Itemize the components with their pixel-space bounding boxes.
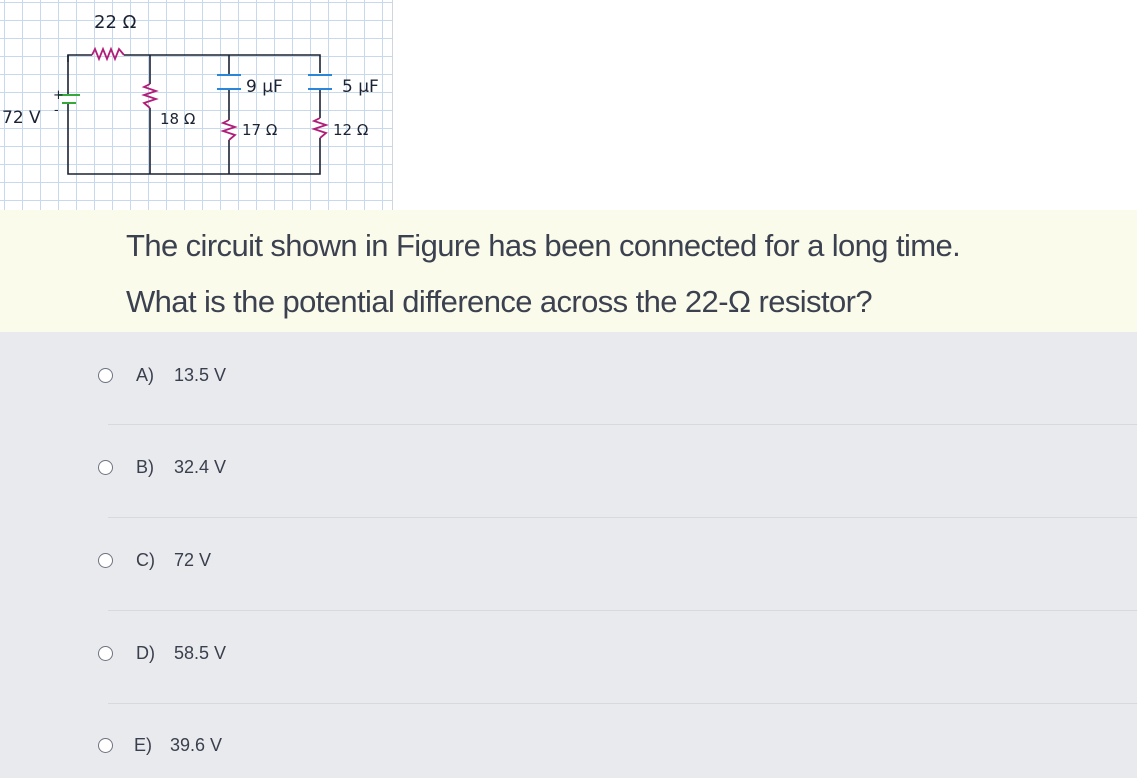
option-b[interactable] bbox=[98, 447, 1137, 487]
option-a[interactable] bbox=[98, 355, 1137, 395]
circuit-figure bbox=[0, 0, 393, 212]
option-value: 72 V bbox=[174, 549, 212, 570]
option-letter: C) bbox=[136, 549, 155, 570]
option-letter: E) bbox=[134, 734, 152, 755]
circuit-diagram bbox=[0, 0, 392, 212]
label-9-uf: 9 μF bbox=[246, 77, 283, 97]
label-18-ohm: 18 Ω bbox=[160, 110, 196, 128]
resistor-18-symbol bbox=[144, 84, 156, 108]
battery-plus-sign: + bbox=[53, 88, 64, 103]
option-letter: A) bbox=[136, 364, 154, 385]
option-value: 13.5 V bbox=[174, 364, 227, 385]
option-divider bbox=[108, 517, 1137, 518]
label-72-volt: 72 V bbox=[2, 108, 41, 128]
question-line-1: The circuit shown in Figure has been connected for a long time. bbox=[126, 228, 961, 263]
label-12-ohm: 12 Ω bbox=[333, 121, 369, 139]
option-divider bbox=[108, 610, 1137, 611]
option-value: 58.5 V bbox=[174, 642, 227, 663]
capacitor-9uf-symbol bbox=[217, 75, 241, 89]
radio-button-icon[interactable] bbox=[98, 738, 113, 753]
label-5-uf: 5 μF bbox=[342, 77, 379, 97]
option-c[interactable] bbox=[98, 540, 1137, 580]
radio-button-icon[interactable] bbox=[98, 646, 113, 661]
option-value: 32.4 V bbox=[174, 456, 227, 477]
option-divider bbox=[108, 703, 1137, 704]
label-22-ohm: 22 Ω bbox=[94, 12, 137, 33]
battery-minus-sign: - bbox=[54, 103, 59, 118]
option-letter: D) bbox=[136, 642, 155, 663]
radio-button-icon[interactable] bbox=[98, 368, 113, 383]
resistor-22-symbol bbox=[92, 49, 124, 59]
option-letter: B) bbox=[136, 456, 154, 477]
question-line-2: What is the potential difference across the 22-Ω resistor? bbox=[126, 284, 872, 319]
option-value: 39.6 V bbox=[170, 734, 223, 755]
option-d[interactable] bbox=[98, 633, 1137, 673]
radio-button-icon[interactable] bbox=[98, 553, 113, 568]
option-e[interactable] bbox=[98, 725, 1137, 765]
option-divider bbox=[108, 424, 1137, 425]
question-text bbox=[126, 218, 1116, 330]
capacitor-5uf-symbol bbox=[308, 75, 332, 89]
resistor-17-symbol bbox=[223, 120, 235, 140]
radio-button-icon[interactable] bbox=[98, 460, 113, 475]
label-17-ohm: 17 Ω bbox=[242, 121, 278, 139]
resistor-12-symbol bbox=[314, 118, 326, 138]
